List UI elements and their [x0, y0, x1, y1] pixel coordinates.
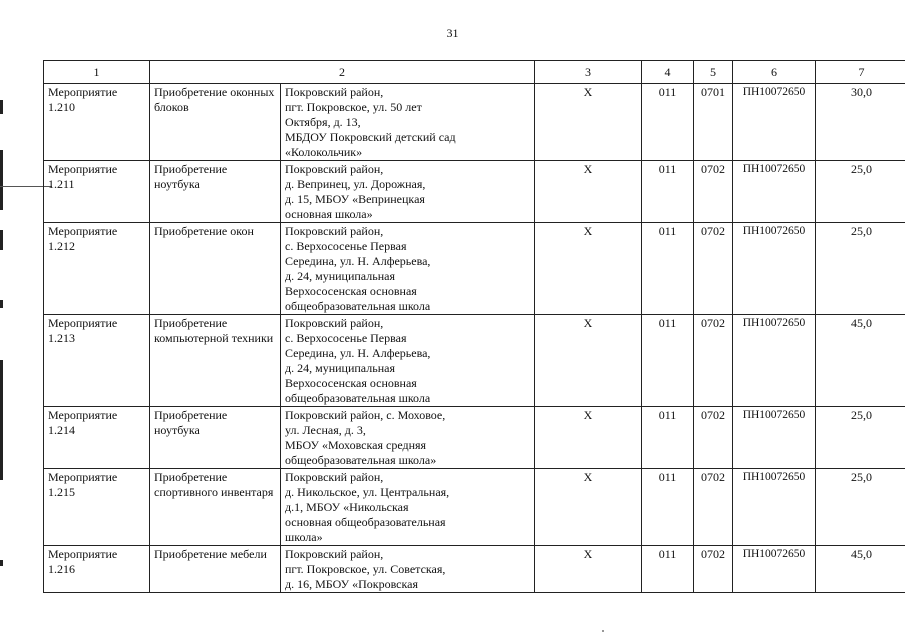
address-line: МБОУ «Моховская средняя [285, 438, 427, 452]
ministry-code: 011 [642, 546, 694, 593]
activity-id: Мероприятие 1.216 [44, 546, 150, 593]
activity-address [281, 84, 535, 161]
amount-value: 45,0 [816, 315, 905, 407]
activity-name: Приобретение оконных блоков [150, 84, 281, 161]
address-line: пгт. Покровское, ул. 50 лет [285, 100, 422, 114]
address-line: Верхососенская основная [285, 376, 417, 390]
target-article-code: ПН10072650 [733, 161, 816, 223]
column-x-mark: Х [535, 469, 642, 546]
section-code: 0702 [694, 407, 733, 469]
activity-name: Приобретение спортивного инвентаря [150, 469, 281, 546]
scan-dot [602, 630, 604, 632]
page-number: 31 [446, 26, 459, 40]
column-x-mark: Х [535, 315, 642, 407]
activity-id: Мероприятие 1.214 [44, 407, 150, 469]
table-row [44, 84, 905, 161]
address-line: основная общеобразовательная [285, 515, 446, 529]
ministry-code: 011 [642, 315, 694, 407]
address-line: общеобразовательная школа [285, 391, 431, 405]
header-cell-4: 4 [642, 61, 694, 84]
address-line: «Колокольчик» [285, 145, 363, 159]
table-row [44, 315, 905, 407]
header-cell-1: 1 [44, 61, 150, 84]
table-body [44, 61, 905, 593]
activity-id: Мероприятие 1.210 [44, 84, 150, 161]
column-x-mark: Х [535, 161, 642, 223]
address-line: Верхососенская основная [285, 284, 417, 298]
table-row [44, 469, 905, 546]
activity-address [281, 161, 535, 223]
address-line: ул. Лесная, д. 3, [285, 423, 366, 437]
address-line: д. 16, МБОУ «Покровская [285, 577, 418, 591]
address-line: д.1, МБОУ «Никольская [285, 500, 409, 514]
column-x-mark: Х [535, 407, 642, 469]
activity-name: Приобретение окон [150, 223, 281, 315]
target-article-code: ПН10072650 [733, 223, 816, 315]
column-x-mark: Х [535, 84, 642, 161]
address-line: общеобразовательная школа» [285, 453, 437, 467]
activity-name: Приобретение компьютерной техники [150, 315, 281, 407]
column-x-mark: Х [535, 546, 642, 593]
section-code: 0702 [694, 161, 733, 223]
target-article-code: ПН10072650 [733, 315, 816, 407]
address-line: Покровский район, [285, 470, 384, 484]
activity-address [281, 469, 535, 546]
table-row [44, 407, 905, 469]
activity-address [281, 223, 535, 315]
address-line: с. Верхососенье Первая [285, 331, 407, 345]
address-line: Покровский район, с. Моховое, [285, 408, 446, 422]
activity-name: Приобретение ноутбука [150, 161, 281, 223]
address-line: д. 24, муниципальная [285, 361, 395, 375]
header-cell-5: 5 [694, 61, 733, 84]
activities-table [43, 60, 905, 593]
address-line: Покровский район, [285, 547, 384, 561]
address-line: д. 24, муниципальная [285, 269, 395, 283]
address-line: Покровский район, [285, 224, 384, 238]
target-article-code: ПН10072650 [733, 469, 816, 546]
activity-id: Мероприятие 1.213 [44, 315, 150, 407]
activity-address [281, 546, 535, 593]
activity-name: Приобретение мебели [150, 546, 281, 593]
address-line: д. Вепринец, ул. Дорожная, [285, 177, 426, 191]
ministry-code: 011 [642, 223, 694, 315]
target-article-code: ПН10072650 [733, 84, 816, 161]
scan-edge-marks [0, 0, 3, 640]
amount-value: 25,0 [816, 223, 905, 315]
column-x-mark: Х [535, 223, 642, 315]
table-row [44, 546, 905, 593]
address-line: д. 15, МБОУ «Вепринецкая [285, 192, 425, 206]
header-row [44, 61, 905, 84]
address-line: с. Верхососенье Первая [285, 239, 407, 253]
address-line: Покровский район, [285, 162, 384, 176]
address-line: Середина, ул. Н. Алферьева, [285, 346, 431, 360]
table-row [44, 161, 905, 223]
header-cell-2: 2 [150, 61, 535, 84]
address-line: Середина, ул. Н. Алферьева, [285, 254, 431, 268]
section-code: 0701 [694, 84, 733, 161]
ministry-code: 011 [642, 161, 694, 223]
amount-value: 45,0 [816, 546, 905, 593]
address-line: общеобразовательная школа [285, 299, 431, 313]
target-article-code: ПН10072650 [733, 407, 816, 469]
ministry-code: 011 [642, 84, 694, 161]
amount-value: 30,0 [816, 84, 905, 161]
section-code: 0702 [694, 546, 733, 593]
section-code: 0702 [694, 315, 733, 407]
activity-name: Приобретение ноутбука [150, 407, 281, 469]
header-cell-6: 6 [733, 61, 816, 84]
activity-id: Мероприятие 1.212 [44, 223, 150, 315]
section-code: 0702 [694, 469, 733, 546]
table-row [44, 223, 905, 315]
activity-id: Мероприятие 1.215 [44, 469, 150, 546]
activity-address [281, 407, 535, 469]
address-line: Покровский район, [285, 316, 384, 330]
ministry-code: 011 [642, 469, 694, 546]
section-code: 0702 [694, 223, 733, 315]
address-line: Покровский район, [285, 85, 384, 99]
address-line: основная школа» [285, 207, 373, 221]
header-cell-7: 7 [816, 61, 905, 84]
activity-address [281, 315, 535, 407]
target-article-code: ПН10072650 [733, 546, 816, 593]
amount-value: 25,0 [816, 161, 905, 223]
address-line: МБДОУ Покровский детский сад [285, 130, 456, 144]
header-cell-3: 3 [535, 61, 642, 84]
address-line: школа» [285, 530, 323, 544]
address-line: Октября, д. 13, [285, 115, 361, 129]
address-line: пгт. Покровское, ул. Советская, [285, 562, 446, 576]
address-line: д. Никольское, ул. Центральная, [285, 485, 450, 499]
ministry-code: 011 [642, 407, 694, 469]
amount-value: 25,0 [816, 469, 905, 546]
amount-value: 25,0 [816, 407, 905, 469]
activity-id: Мероприятие 1.211 [44, 161, 150, 223]
